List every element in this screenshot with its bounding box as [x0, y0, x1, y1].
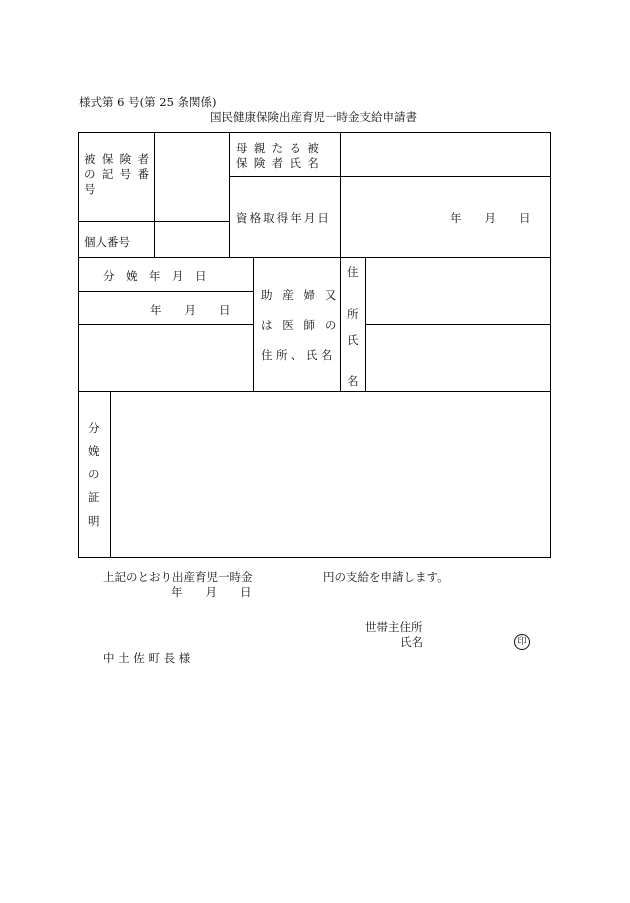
address-char-1: 住 [347, 265, 359, 279]
individual-number-label: 個人番号 [84, 235, 130, 249]
addressee: 中 土 佐 町 長 様 [103, 651, 191, 665]
address-char-2: 所 [347, 307, 359, 321]
insured-symbol-field[interactable] [155, 133, 229, 221]
insured-symbol-label-line2: の記号番 [84, 167, 156, 181]
proof-char-4: 証 [88, 490, 100, 504]
proof-field[interactable] [111, 392, 550, 557]
name-char-1: 氏 [347, 333, 359, 347]
application-text-part2: 円の支給を申請します。 [323, 570, 449, 584]
childbirth-date-value: 年 月 日 [150, 303, 231, 317]
proof-char-1: 分 [88, 421, 100, 435]
midwife-name-field[interactable] [366, 325, 550, 391]
name-char-2: 名 [347, 374, 359, 388]
application-text-part1: 上記のとおり出産育児一時金 [103, 570, 253, 584]
mother-name-field[interactable] [341, 133, 550, 176]
childbirth-date-label: 分 娩 年 月 日 [103, 269, 207, 283]
form-title: 国民健康保険出産育児一時金支給申請書 [210, 110, 417, 124]
proof-char-2: 娩 [88, 444, 100, 458]
householder-address-label: 世帯主住所 [365, 620, 423, 634]
seal-mark: 印 [514, 634, 530, 650]
childbirth-detail-field[interactable] [79, 325, 253, 391]
midwife-label-line2: は医師の [261, 318, 347, 332]
qualification-date-value: 年 月 日 [450, 211, 531, 225]
application-date: 年 月 日 [171, 585, 252, 599]
householder-name-label: 氏名 [400, 635, 423, 649]
proof-char-3: の [88, 467, 100, 481]
insured-symbol-label-line1: 被保険者 [84, 152, 156, 166]
mother-insured-label-line2: 保険者氏名 [236, 156, 326, 170]
qualification-date-label: 資格取得年月日 [236, 211, 331, 225]
form-number: 様式第 6 号(第 25 条関係) [79, 95, 217, 109]
insured-symbol-label-line3: 号 [84, 182, 96, 196]
individual-number-field[interactable] [155, 222, 229, 257]
proof-char-5: 明 [88, 514, 100, 528]
mother-insured-label-line1: 母親たる被 [236, 141, 326, 155]
midwife-label-line1: 助産婦又 [261, 288, 347, 302]
midwife-address-field[interactable] [366, 258, 550, 324]
midwife-label-line3: 住所、氏名 [261, 348, 336, 362]
